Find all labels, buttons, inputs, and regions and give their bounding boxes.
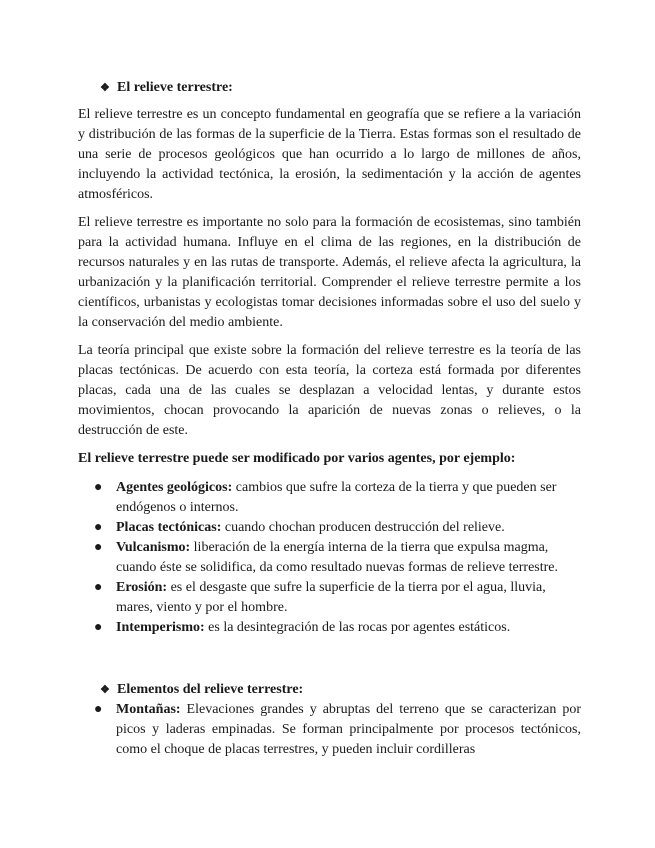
list-item (78, 618, 581, 638)
diamond-bullet-icon: ❖ (100, 82, 110, 94)
list-item-term: Placas tectónicas: (116, 520, 222, 535)
list-item-term: Intemperismo: (116, 620, 205, 635)
list-item-text: es la desintegración de las rocas por agentes estáticos. (204, 620, 511, 635)
list-item-term: Agentes geológicos: (116, 480, 233, 495)
section-heading-text: El relieve terrestre: (117, 80, 233, 95)
diamond-bullet-icon: ❖ (100, 684, 110, 696)
section-heading-elementos (100, 680, 581, 700)
elements-list (78, 700, 581, 760)
bullet-icon: ● (94, 702, 103, 717)
list-item-term: Vulcanismo: (116, 540, 191, 555)
list-item-term: Montañas: (116, 702, 181, 717)
agents-intro: El relieve terrestre puede ser modificado por varios agentes, por ejemplo: (78, 451, 516, 466)
list-item (78, 700, 581, 760)
list-item (78, 518, 581, 538)
bullet-icon: ● (94, 520, 103, 535)
agents-list (78, 478, 581, 638)
bullet-icon: ● (94, 480, 103, 495)
list-item-text: Elevaciones grandes y abruptas del terreno que se caracterizan por picos y laderas empinadas. Se forman principalmente por procesos tectónicos, como el choque de placas terrestres, y pueden incluir cordilleras (116, 702, 581, 757)
paragraph-tectonic-theory: La teoría principal que existe sobre la formación del relieve terrestre es la teoría de las placas tectónicas. De acuerdo con esta teoría, la corteza está formada por diferentes placas, cada una de las cuales se desplazan a velocidad lentas, y durante estos movimientos, chocan provocando la aparición de nuevas zonas o relieves, o la destrucción de este. (78, 343, 581, 438)
paragraph-definition: El relieve terrestre es un concepto fundamental en geografía que se refiere a la variación y distribución de las formas de la superficie de la Tierra. Estas formas son el resultado de una serie de procesos geológicos que han ocurrido a lo largo de millones de años, incluyendo la actividad tectónica, la erosión, la sedimentación y la acción de agentes atmosféricos. (78, 107, 581, 202)
section-heading-relieve (100, 78, 581, 98)
list-item (78, 538, 581, 578)
list-item-text: liberación de la energía interna de la tierra que expulsa magma, cuando éste se solidifica, da como resultado nuevas formas de relieve terrestre. (116, 540, 558, 575)
section-heading-text: Elementos del relieve terrestre: (117, 682, 304, 697)
bullet-icon: ● (94, 540, 103, 555)
list-item (78, 478, 581, 518)
list-item-text: es el desgaste que sufre la superficie de la tierra por el agua, lluvia, mares, viento y por el hombre. (116, 580, 546, 615)
bullet-icon: ● (94, 620, 103, 635)
paragraph-importance: El relieve terrestre es importante no solo para la formación de ecosistemas, sino también para la actividad humana. Influye en el clima de las regiones, en la distribución de recursos naturales y en las rutas de transporte. Además, el relieve afecta la agricultura, la urbanización y la planificación territorial. Comprender el relieve terrestre permite a los científicos, urbanistas y ecologistas tomar decisiones informadas sobre el uso del suelo y la conservación del medio ambiente. (78, 215, 581, 330)
list-item-term: Erosión: (116, 580, 168, 595)
list-item-text: cuando chochan producen destrucción del relieve. (221, 520, 505, 535)
list-item-text: cambios que sufre la corteza de la tierra y que pueden ser endógenos o internos. (116, 480, 557, 515)
document-page (78, 78, 581, 760)
list-item (78, 578, 581, 618)
bullet-icon: ● (94, 580, 103, 595)
